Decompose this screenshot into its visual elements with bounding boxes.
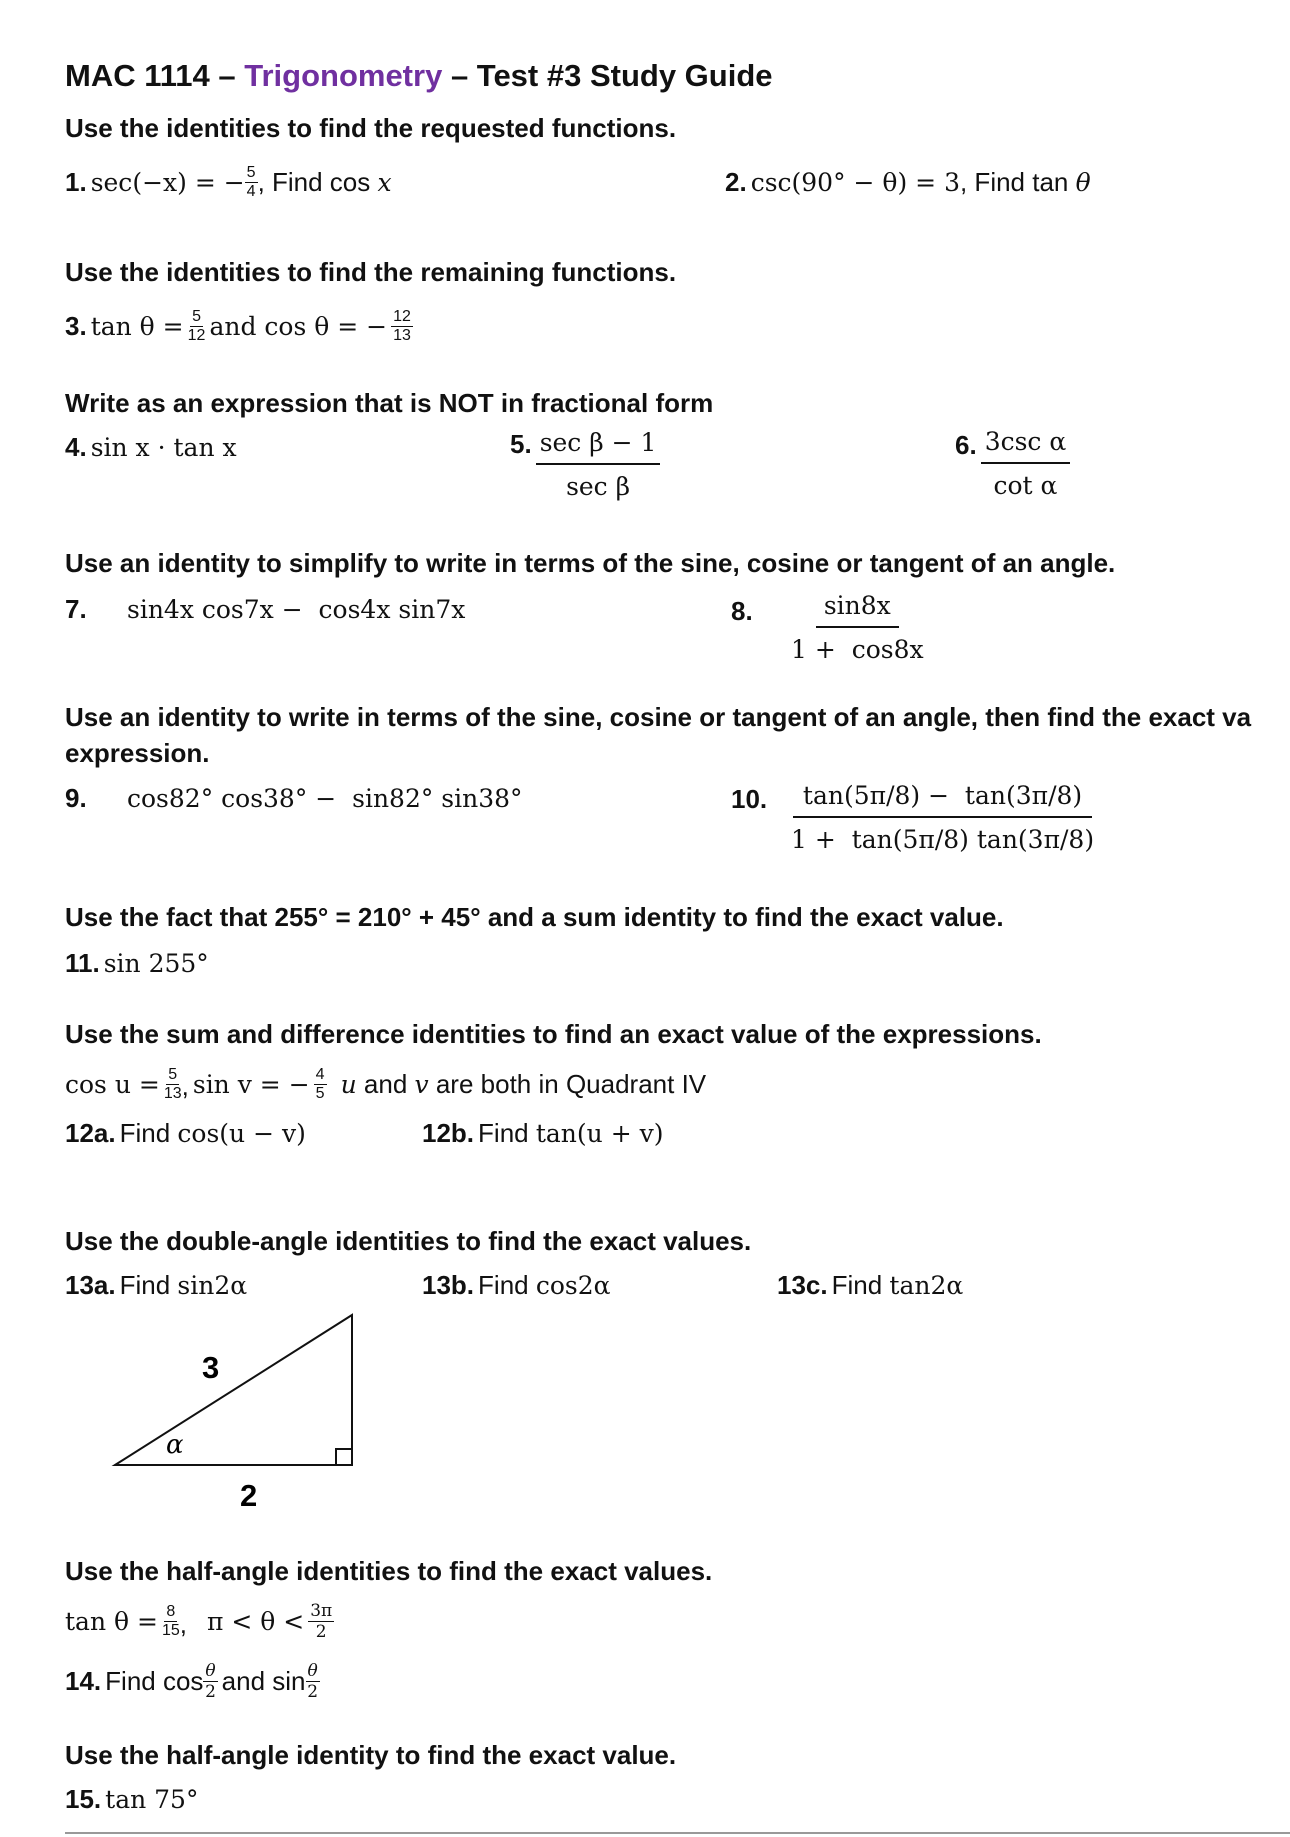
fraction <box>164 1066 182 1103</box>
section-heading-3: Write as an expression that is NOT in fractional form <box>65 388 714 418</box>
given-text: and <box>356 1068 415 1099</box>
numerator: 5 <box>192 307 201 325</box>
problem-4 <box>65 432 237 463</box>
problem-text: Find <box>478 1270 536 1300</box>
separator: , <box>181 1071 189 1101</box>
problem-7 <box>65 594 465 625</box>
problem-expression: tan2α <box>889 1271 964 1300</box>
problem-expression: sin 255° <box>103 949 209 978</box>
bottom-divider <box>65 1832 1290 1834</box>
problem-2 <box>725 162 1091 202</box>
numerator: sin8x <box>816 588 899 628</box>
hypotenuse-label: 3 <box>202 1350 220 1385</box>
problem-number: 10. <box>731 784 768 814</box>
fraction <box>162 1603 180 1640</box>
fraction <box>203 1661 217 1702</box>
problem-number: 9. <box>65 783 87 813</box>
problem-text: , Find tan <box>959 166 1076 197</box>
denominator: 2 <box>205 1681 216 1702</box>
fraction <box>391 308 413 345</box>
problem-number: 13a. <box>65 1270 116 1300</box>
denominator: cot α <box>993 471 1058 500</box>
denominator: 13 <box>163 1084 182 1102</box>
fraction <box>791 588 924 668</box>
problem-expression: sin2α <box>177 1271 248 1300</box>
problem-expression: cos82° cos38° − sin82° sin38° <box>127 784 523 813</box>
problem-expression: cos(u − v) <box>177 1119 306 1148</box>
section-heading-4: Use an identity to simplify to write in terms of the sine, cosine or tangent of an angle. <box>65 548 1116 578</box>
fraction <box>314 1066 327 1103</box>
problem-number: 3. <box>65 310 87 341</box>
problem-number: 13b. <box>422 1270 475 1300</box>
denominator: 2 <box>315 1621 327 1642</box>
numerator: 8 <box>166 1602 176 1620</box>
problem-6 <box>955 424 1070 504</box>
given-inequality: π < θ < <box>206 1606 305 1636</box>
problem-text: Find <box>119 1270 178 1300</box>
problem-14 <box>65 1656 320 1706</box>
numerator: tan(5π/8) − tan(3π/8) <box>793 778 1092 818</box>
problem-number: 2. <box>725 166 747 197</box>
given-values <box>65 1060 706 1108</box>
denominator: sec β <box>566 472 631 501</box>
section-heading-5: Use an identity to write in terms of the sine, cosine or tangent of an angle, then find the exact va <box>65 702 1252 732</box>
given-values <box>65 1596 334 1646</box>
problem-9 <box>65 783 523 814</box>
given-expression: tan θ = <box>65 1606 158 1636</box>
fraction <box>981 424 1071 504</box>
problem-15 <box>65 1784 198 1815</box>
fraction <box>308 1601 334 1642</box>
page-title <box>65 58 773 94</box>
problem-number: 1. <box>65 166 87 197</box>
problem-expression: cos2α <box>535 1271 611 1300</box>
problem-expression: csc(90° − θ) = 3 <box>750 167 960 197</box>
problem-number: 5. <box>510 429 532 459</box>
problem-expression: and cos θ = − <box>209 311 388 341</box>
denominator: 15 <box>161 1621 180 1639</box>
given-expression: cos u = <box>65 1069 160 1099</box>
given-text: are both in Quadrant IV <box>428 1068 707 1099</box>
numerator: 3csc α <box>981 424 1071 464</box>
section-heading-7: Use the sum and difference identities to find an exact value of the expressions. <box>65 1019 1042 1049</box>
section-heading-8: Use the double-angle identities to find the exact values. <box>65 1226 752 1256</box>
problem-expression: tan θ = <box>90 311 184 341</box>
denominator: 12 <box>187 326 206 344</box>
problem-10 <box>731 778 1094 858</box>
problem-text: and sin <box>221 1665 306 1696</box>
triangle-outline <box>115 1315 352 1465</box>
problem-3 <box>65 302 413 350</box>
problem-number: 12b. <box>422 1118 475 1148</box>
denominator: 13 <box>393 326 411 344</box>
numerator: 5 <box>168 1065 178 1083</box>
problem-number: 13c. <box>777 1270 828 1300</box>
problem-expression: sin4x cos7x − cos4x sin7x <box>127 595 466 624</box>
section-heading-9: Use the half-angle identities to find the exact values. <box>65 1556 713 1586</box>
problem-8 <box>731 588 924 668</box>
fraction <box>536 425 661 505</box>
numerator: sec β − 1 <box>536 425 661 465</box>
right-angle-marker <box>336 1449 352 1465</box>
problem-number: 14. <box>65 1665 102 1696</box>
separator: , <box>179 1609 187 1639</box>
problem-number: 11. <box>65 948 100 978</box>
variable: v <box>414 1069 429 1099</box>
problem-number: 8. <box>731 596 753 626</box>
numerator: 12 <box>393 307 411 325</box>
problem-12a <box>65 1118 306 1149</box>
numerator: 5 <box>246 163 256 181</box>
denominator: 2 <box>307 1681 319 1702</box>
numerator: 3π <box>310 1600 333 1621</box>
course-code: MAC 1114 – <box>65 58 236 93</box>
given-expression: sin v = − <box>192 1069 310 1099</box>
problem-13c <box>777 1270 963 1301</box>
subject-title: Trigonometry <box>244 58 443 93</box>
numerator: θ <box>307 1660 318 1681</box>
variable: x <box>377 167 392 197</box>
section-heading-1: Use the identities to find the requested functions. <box>65 113 677 143</box>
fraction <box>188 308 206 345</box>
title-rest: – Test #3 Study Guide <box>450 58 773 93</box>
angle-label: α <box>166 1430 184 1460</box>
section-heading-6: Use the fact that 255° = 210° + 45° and a sum identity to find the exact value. <box>65 902 1004 932</box>
problem-13a <box>65 1270 247 1301</box>
problem-expression: tan 75° <box>105 1785 199 1814</box>
numerator: 4 <box>315 1065 325 1083</box>
problem-text: , Find cos <box>257 166 378 197</box>
right-triangle-figure <box>110 1305 360 1515</box>
problem-text: Find <box>478 1118 536 1148</box>
problem-1 <box>65 160 392 204</box>
problem-text: Find <box>119 1118 178 1148</box>
problem-expression: tan(u + v) <box>535 1119 664 1148</box>
problem-text: Find cos <box>105 1665 204 1696</box>
problem-number: 6. <box>955 430 977 460</box>
numerator: θ <box>205 1660 216 1681</box>
denominator: 5 <box>315 1084 325 1102</box>
denominator: 4 <box>246 182 256 200</box>
fraction <box>306 1661 320 1702</box>
denominator: 1 + tan(5π/8) tan(3π/8) <box>791 825 1095 854</box>
problem-number: 7. <box>65 594 87 624</box>
problem-expression: sec(−x) = − <box>90 167 245 197</box>
problem-number: 12a. <box>65 1118 116 1148</box>
fraction <box>791 778 1094 858</box>
variable: θ <box>1075 167 1091 197</box>
problem-text: Find <box>831 1270 890 1300</box>
problem-11 <box>65 948 209 979</box>
fraction <box>245 164 258 201</box>
problem-5 <box>510 425 660 505</box>
problem-number: 15. <box>65 1784 102 1814</box>
section-heading-2: Use the identities to find the remaining functions. <box>65 257 677 287</box>
denominator: 1 + cos8x <box>791 635 924 664</box>
problem-12b <box>422 1118 663 1149</box>
problem-number: 4. <box>65 432 87 462</box>
section-heading-5-cont: expression. <box>65 738 210 768</box>
section-heading-10: Use the half-angle identity to find the exact value. <box>65 1740 677 1770</box>
problem-13b <box>422 1270 611 1301</box>
variable: u <box>340 1069 357 1099</box>
base-label: 2 <box>240 1478 258 1513</box>
problem-expression: sin x · tan x <box>90 433 237 462</box>
